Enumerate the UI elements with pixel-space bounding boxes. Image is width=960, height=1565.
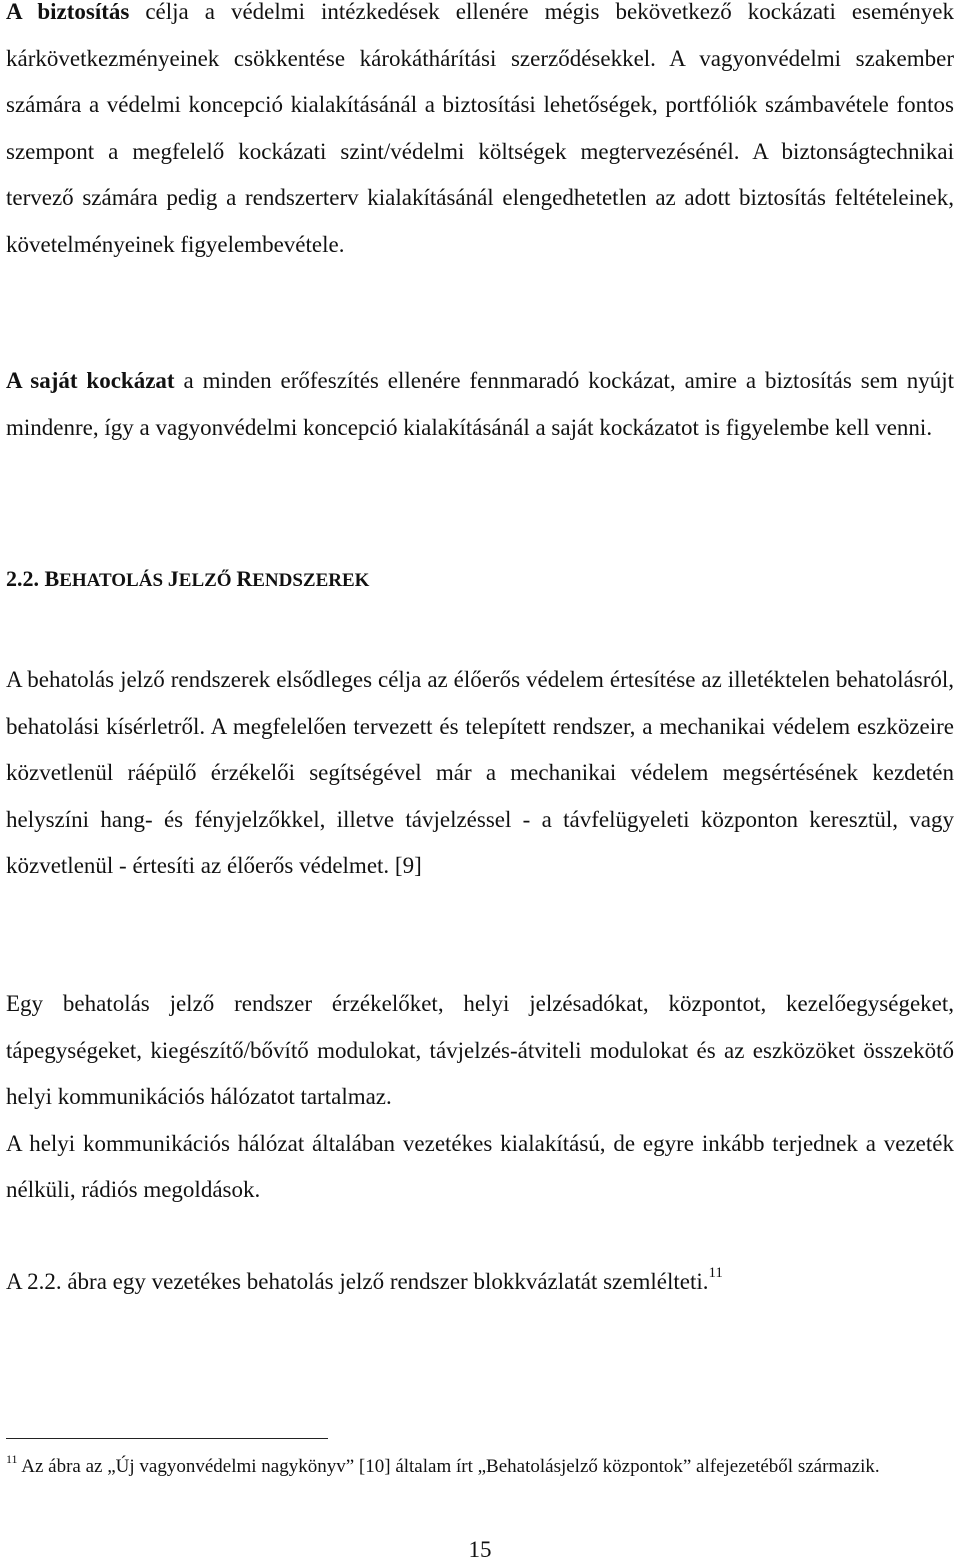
- heading-word-1: EHATOLÁS: [59, 570, 168, 591]
- term-own-risk: A saját kockázat: [6, 368, 175, 393]
- footnote-reference[interactable]: 11: [708, 1265, 723, 1281]
- footnote: [6, 1454, 954, 1480]
- paragraph-system-components: [6, 981, 954, 1214]
- footnote-mark: 11: [6, 1452, 18, 1466]
- paragraph-own-risk-text: a minden erőfeszítés ellenére fennmaradó kockázat, amire a biztosítás sem nyújt mindenre, így a vagyonvédelmi koncepció kialakításánál a saját kockázatot is figyelembe kell venni.: [6, 368, 954, 440]
- paragraph-own-risk: [6, 358, 954, 451]
- paragraph-figure-reference: [6, 1259, 954, 1306]
- term-insurance: A biztosítás: [6, 0, 130, 24]
- heading-cap-b: B: [44, 566, 60, 591]
- figure-reference-text: A 2.2. ábra egy vezetékes behatolás jelző rendszer blokkvázlatát szemlélteti.: [6, 1269, 709, 1294]
- paragraph-components-text: Egy behatolás jelző rendszer érzékelőket, helyi jelzésadókat, központot, kezelőegységeket, tápegységeket, kiegészítő/bővítő modulokat, távjelzés-átviteli modulokat és az eszközöket összekötő helyi kommunikációs hálózatot tartalmaz.: [6, 991, 954, 1109]
- paragraph-insurance-text: célja a védelmi intézkedések ellenére mégis bekövetkező kockázati események kárkövetkezményeinek csökkentése károkáthárítási szerződésekkel. A vagyonvédelmi szakember számára a védelmi koncepció kialakításánál a biztosítási lehetőségek, portfóliók számbavétele fontos szempont a megfelelő kockázati szint/védelmi költségek megtervezésénél. A biztonságtechnikai tervező számára pedig a rendszerterv kialakításánál elengedhetetlen az adott biztosítás feltételeinek, követelményeinek figyelembevétele.: [6, 0, 955, 257]
- heading-cap-j: J: [167, 566, 179, 591]
- paragraph-insurance: [6, 0, 954, 268]
- paragraph-network-text: A helyi kommunikációs hálózat általában vezetékes kialakítású, de egyre inkább terjednek a vezeték nélküli, rádiós megoldások.: [6, 1130, 954, 1202]
- section-heading: [6, 564, 369, 596]
- heading-word-3: ENDSZEREK: [252, 570, 370, 591]
- paragraph-intrusion-purpose: A behatolás jelző rendszerek elsődleges célja az élőerős védelem értesítése az illetéktelen behatolásról, behatolási kísérletről. A megfelelően tervezett és telepített rendszer, a mechanikai védelem eszközeire közvetlenül ráépülő érzékelői segítségével már a mechanikai védelem megsértésének kezdetén helyszíni hang- és fényjelzőkkel, illetve távjelzéssel - a távfelügyeleti központon keresztül, vagy közvetlenül - értesíti az élőerős védelmet. [9]: [6, 667, 954, 878]
- page-number: 15: [468, 1537, 492, 1562]
- section-number: 2.2.: [6, 566, 45, 591]
- footnote-divider: [6, 1438, 328, 1439]
- heading-word-2: ELZŐ: [178, 570, 237, 591]
- footnote-text: Az ábra az „Új vagyonvédelmi nagykönyv” [10] általam írt „Behatolásjelző központok” alfejezetéből származik.: [17, 1456, 880, 1477]
- heading-cap-r: R: [236, 566, 253, 591]
